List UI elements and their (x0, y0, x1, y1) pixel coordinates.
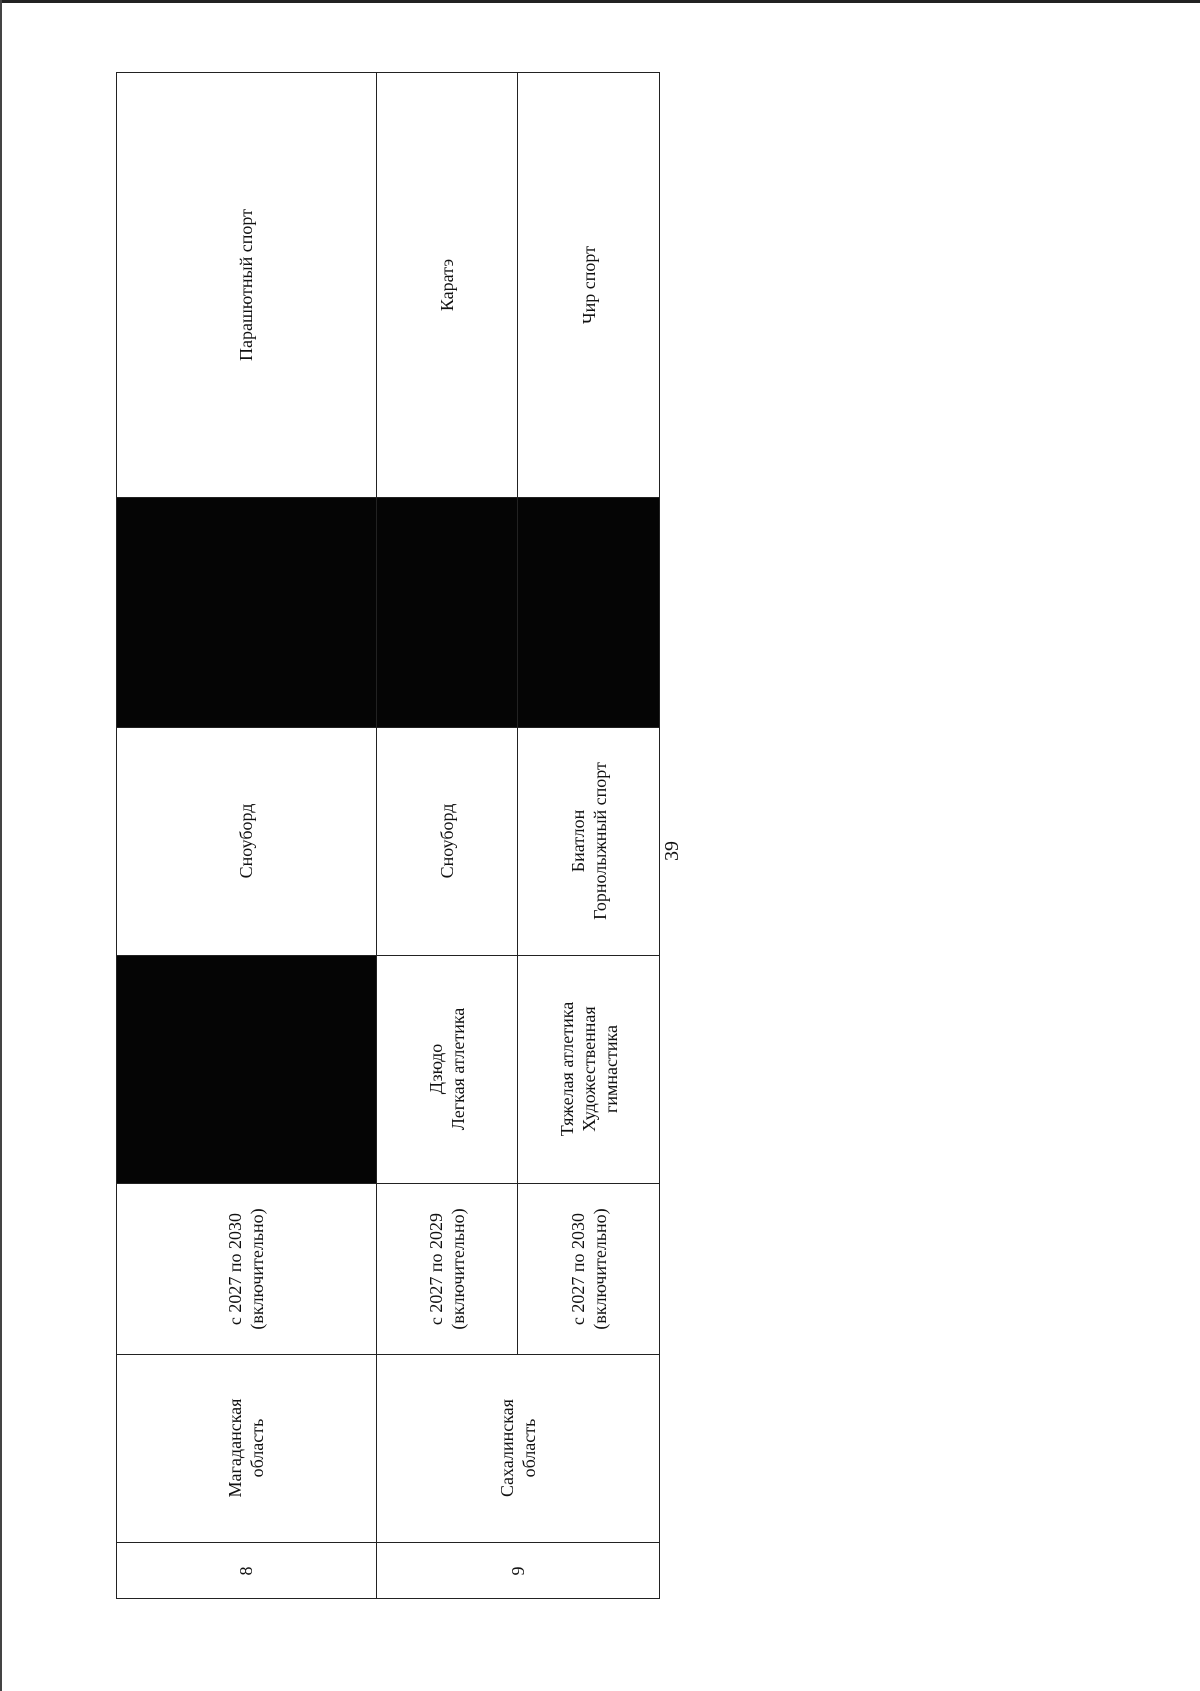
column-separator (116, 1183, 660, 1184)
column-separator (116, 497, 660, 498)
table-border-left (116, 72, 117, 1599)
scan-edge-left (0, 0, 2, 1691)
period-text: с 2027 по 2030 (включительно) (225, 1207, 267, 1330)
column-separator (116, 1542, 660, 1543)
sports-a-text: Дзюдо Легкая атлетика (425, 1007, 468, 1131)
sports-c-text: Чир спорт (578, 245, 599, 324)
sports-c-cell (116, 72, 376, 497)
sports-b-cell (376, 727, 517, 955)
sports-a-text: Тяжелая атлетика Художественная гимнастика (556, 1001, 621, 1137)
row-number: 8 (236, 1566, 256, 1575)
sports-c-cell (517, 72, 660, 497)
row-separator (376, 72, 377, 1599)
period-text: с 2027 по 2029 (включительно) (425, 1207, 468, 1330)
row-number-cell (116, 1542, 376, 1599)
sports-c-text: Каратэ (436, 258, 457, 311)
period-cell (376, 1183, 517, 1354)
redacted-column (116, 497, 660, 727)
table-border-top (116, 72, 660, 73)
scan-edge-top (0, 0, 1200, 3)
period-cell (517, 1183, 660, 1354)
sports-c-cell (376, 72, 517, 497)
sports-b-text: Сноуборд (236, 803, 256, 879)
page-number: 39 (661, 841, 683, 861)
period-text: с 2027 по 2030 (включительно) (567, 1207, 610, 1330)
sports-a-cell (376, 955, 517, 1183)
redacted-cell (116, 955, 376, 1183)
region-cell (376, 1354, 660, 1542)
column-separator (116, 727, 660, 728)
sports-c-text: Парашютный спорт (236, 208, 256, 361)
subrow-separator (517, 72, 518, 1354)
sports-b-cell (116, 727, 376, 955)
column-separator (116, 1354, 660, 1355)
column-separator (116, 955, 660, 956)
sports-a-cell (517, 955, 660, 1183)
row-number-cell (376, 1542, 660, 1599)
period-cell (116, 1183, 376, 1354)
sports-b-text: Биатлон Горнолыжный спорт (567, 762, 610, 920)
sports-b-text: Сноуборд (436, 803, 457, 879)
row-number: 9 (508, 1566, 528, 1575)
region-cell (116, 1354, 376, 1542)
table-border-bottom (116, 1598, 660, 1599)
region-name: Сахалинская область (497, 1399, 539, 1497)
region-name: Магаданская область (225, 1398, 267, 1498)
table-border-right (659, 72, 660, 1599)
sports-b-cell (517, 727, 660, 955)
sports-table (116, 72, 660, 1599)
